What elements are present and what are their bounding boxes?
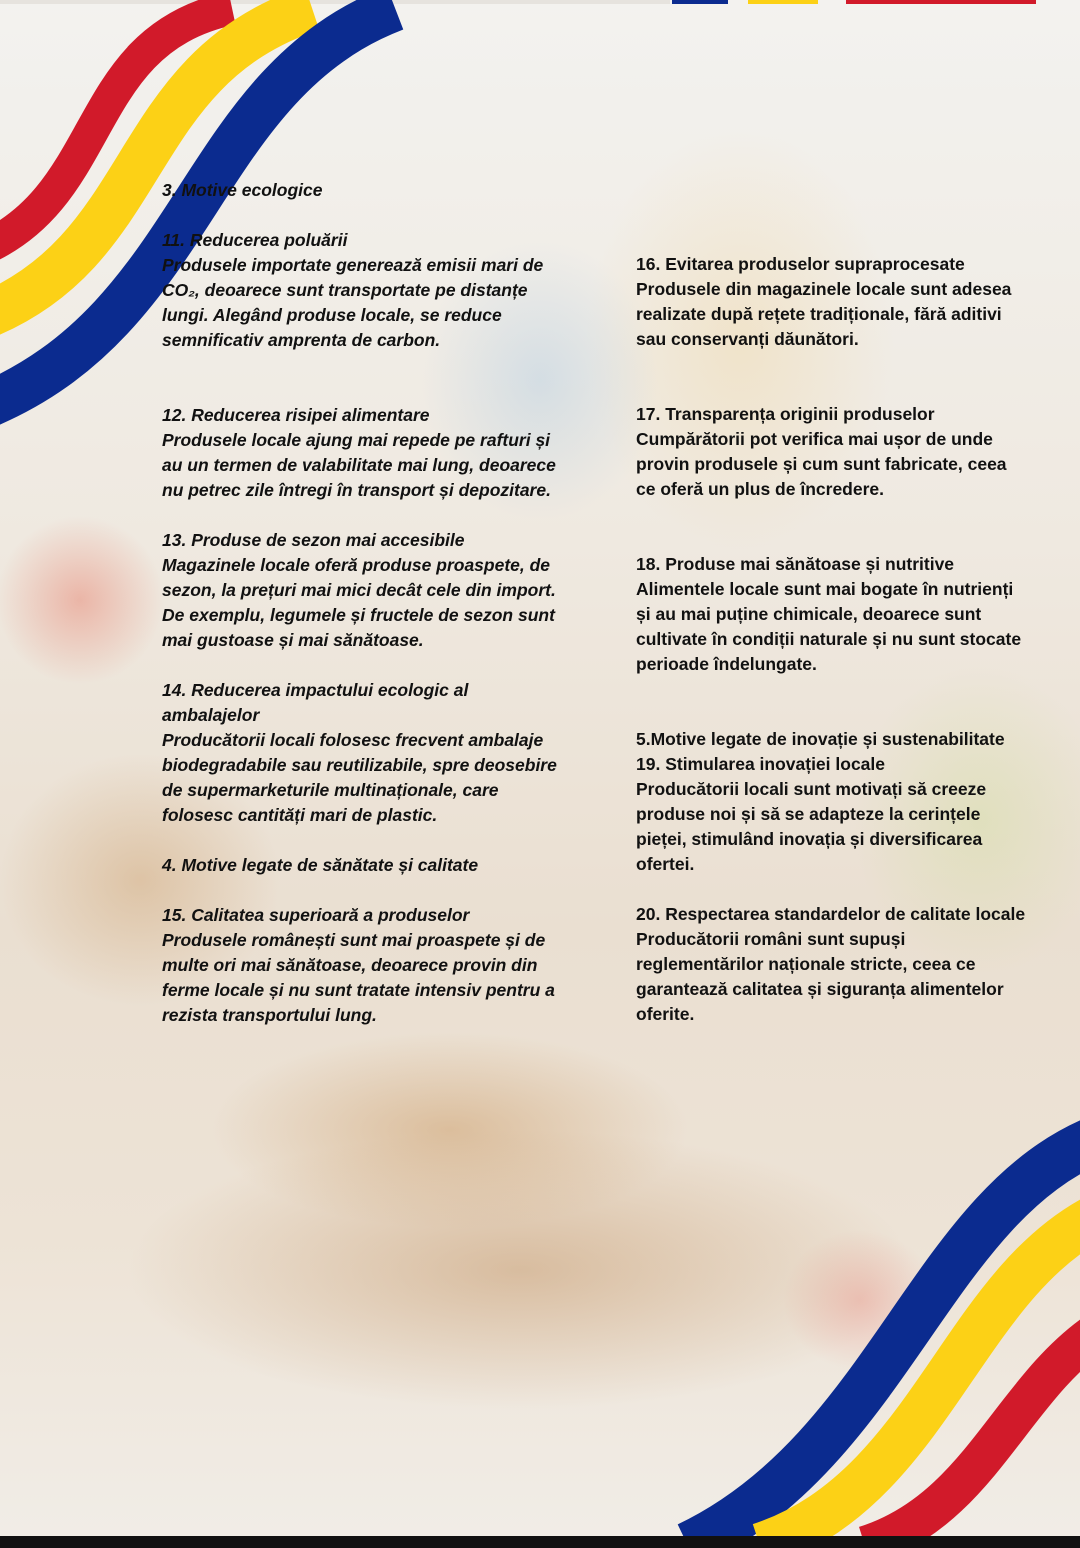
item-19-body: Producătorii locali sunt motivați să creeze produse noi și să se adapteze la cerințele pieței, stimulând inovația și diversificarea ofertei. (636, 779, 987, 874)
item-14-title: 14. Reducerea impactului ecologic al ambalajelor (162, 680, 469, 725)
item-16-title: 16. Evitarea produselor supraprocesate (636, 254, 965, 274)
item-19-title: 19. Stimularea inovației locale (636, 754, 885, 774)
item-14-body: Producătorii locali folosesc frecvent ambalaje biodegradabile sau reutilizabile, spre deosebire de supermarketurile multinaționale, care folosesc cantități mari de plastic. (162, 730, 557, 825)
item-16-body: Produsele din magazinele locale sunt adesea realizate după rețete tradiționale, fără aditivi sau conservanți dăunători. (636, 279, 1012, 349)
item-15-title: 15. Calitatea superioară a produselor (162, 905, 470, 925)
item-13-body: Magazinele locale oferă produse proaspete, de sezon, la prețuri mai mici decât cele din import. De exemplu, legumele și fructele de sezon sunt mai gustoase și mai sănătoase. (162, 555, 556, 650)
bottom-right-flag-ribbon (660, 1110, 1080, 1540)
item-15-body: Produsele românești sunt mai proaspete și de multe ori mai sănătoase, deoarece provin din ferme locale și nu sunt tratate intensiv pentru a rezista transportului lung. (162, 930, 555, 1025)
section-heading-innovation: 5.Motive legate de inovație și sustenabilitate (636, 729, 1005, 749)
item-18-body: Alimentele locale sunt mai bogate în nutrienți și au mai puține chimicale, deoarece sunt cultivate în condiții naturale și nu sunt stocate perioade îndelungate. (636, 579, 1022, 674)
right-text-column (636, 252, 1026, 1027)
section-heading-ecological: 3. Motive ecologice (162, 180, 323, 200)
item-13-title: 13. Produse de sezon mai accesibile (162, 530, 465, 550)
item-12-title: 12. Reducerea risipei alimentare (162, 405, 430, 425)
item-18-title: 18. Produse mai sănătoase și nutritive (636, 554, 955, 574)
item-17-title: 17. Transparența originii produselor (636, 404, 935, 424)
item-20-title: 20. Respectarea standardelor de calitate locale (636, 904, 1026, 924)
item-17-body: Cumpărătorii pot verifica mai ușor de unde provin produsele și cum sunt fabricate, ceea ce oferă un plus de încredere. (636, 429, 1007, 499)
item-20-body: Producătorii români sunt supuși reglementărilor naționale stricte, ceea ce garantează calitatea și siguranța alimentelor oferite. (636, 929, 1004, 1024)
bottom-edge-bar (0, 1536, 1080, 1548)
item-12-body: Produsele locale ajung mai repede pe rafturi și au un termen de valabilitate mai lung, deoarece nu petrec zile întregi în transport și depozitare. (162, 430, 556, 500)
section-heading-health: 4. Motive legate de sănătate și calitate (162, 855, 479, 875)
item-11-title: 11. Reducerea poluării (162, 230, 348, 250)
left-text-column (162, 178, 562, 1028)
item-11-body: Produsele importate generează emisii mari de CO₂, deoarece sunt transportate pe distanțe lungi. Alegând produse locale, se reduce semnificativ amprenta de carbon. (162, 255, 544, 350)
